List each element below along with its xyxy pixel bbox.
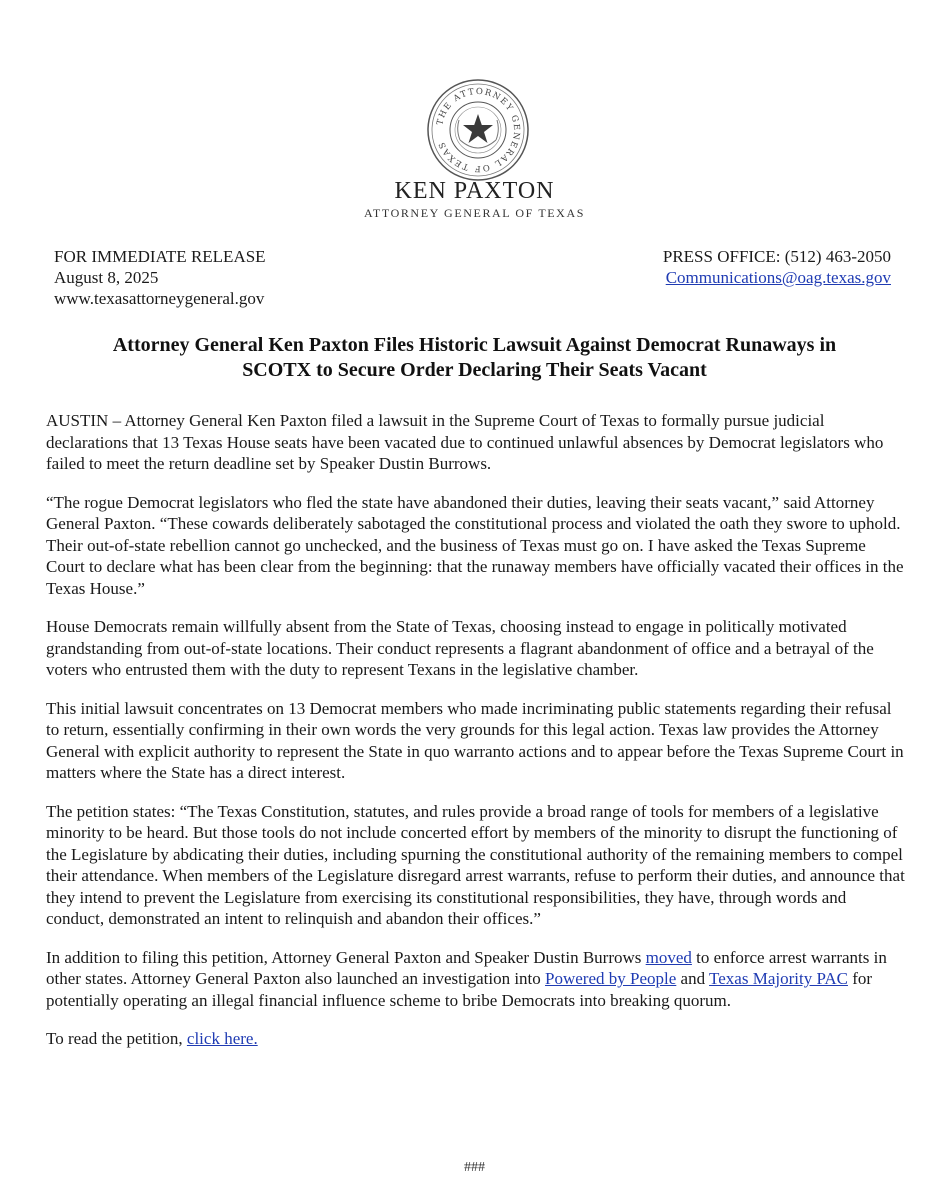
website-text: www.texasattorneygeneral.gov [54, 289, 265, 308]
headline-line-2: SCOTX to Secure Order Declaring Their Seats Vacant [242, 359, 707, 381]
headline-line-1: Attorney General Ken Paxton Files Historic Lawsuit Against Democrat Runaways in [112, 334, 837, 356]
moved-link[interactable]: moved [645, 947, 692, 967]
paragraph-6-text-1: In addition to filing this petition, Attorney General Paxton and Speaker Dustin Burrows [46, 947, 646, 967]
paragraph-6-text-3: and [676, 969, 710, 988]
paragraph-1: AUSTIN – Attorney General Ken Paxton filed a lawsuit in the Supreme Court of Texas to formally pursue judicial declarations that 13 Texas House seats have been vacated due to continued unlawful absences by Democrat legislators who failed to meet the return deadline set by Speaker Dustin Burrows. [46, 411, 884, 473]
petition-click-here-link[interactable]: click here. [186, 1029, 258, 1048]
attorney-general-seal-icon [426, 78, 530, 182]
paragraph-5: The petition states: “The Texas Constitution, statutes, and rules provide a broad range of tools for members of a legislative minority to be heard. But those tools do not include concerted effort by members of the minority to disrupt the functioning of the Legislature by abdicating their duties, including spurning the constitutional authority of the remaining members to compel their attendance. When members of the Legislature disregard arrest warrants, refuse to perform their duties, and announce that they intend to prevent the Legislature from exercising its constitutional responsibilities, they have, through words and conduct, demonstrated an intent to relinquish and abandon their offices.” [46, 801, 905, 928]
paragraph-6-text-2: to enforce arrest warrants in other states. Attorney General Paxton also launched an investigation into [46, 947, 887, 988]
press-release-headline [40, 333, 909, 383]
press-office-phone: PRESS OFFICE: (512) 463-2050 [662, 247, 891, 266]
texas-majority-pac-link[interactable]: Texas Majority PAC [709, 969, 848, 988]
release-info [54, 246, 266, 309]
powered-by-people-link[interactable]: Powered by People [545, 969, 677, 988]
paragraph-6-text-4: for potentially operating an illegal financial influence scheme to bribe Democrats into breaking quorum. [46, 969, 873, 1010]
paragraph-6 [46, 947, 906, 1012]
release-label: FOR IMMEDIATE RELEASE [54, 247, 266, 266]
attorney-general-name: KEN PAXTON [394, 178, 555, 204]
press-release-body [46, 410, 906, 1067]
release-date: August 8, 2025 [54, 268, 159, 287]
paragraph-7 [46, 1028, 906, 1050]
paragraph-3: House Democrats remain willfully absent from the State of Texas, choosing instead to engage in politically motivated grandstanding from out-of-state locations. Their conduct represents a flagrant abandonment of office and a betrayal of the voters who entrusted them with the duty to represent Texans in the legislative chamber. [46, 617, 874, 679]
paragraph-4: This initial lawsuit concentrates on 13 Democrat members who made incriminating public statements regarding their refusal to return, essentially confirming in their own words the very grounds for this legal action. Texas law provides the Attorney General with explicit authority to represent the State in quo warranto actions and to appear before the Texas Supreme Court in matters where the State has a direct interest. [46, 698, 904, 782]
svg-text:THE ATTORNEY GENERAL OF TEXAS: THE ATTORNEY GENERAL OF TEXAS [435, 86, 522, 174]
press-office-info [663, 246, 891, 288]
paragraph-7-text: To read the petition, [46, 1029, 187, 1048]
end-mark: ### [464, 1160, 485, 1175]
paragraph-2: “The rogue Democrat legislators who fled the state have abandoned their duties, leaving their seats vacant,” said Attorney General Paxton. “These cowards deliberately sabotaged the constitutional process and violated the oath they swore to uphold. Their out-of-state rebellion cannot go unchecked, and the business of Texas must go on. I have asked the Texas Supreme Court to declare what has been clear from the beginning: that the runaway members have officially vacated their offices in the Texas House.” [46, 492, 904, 598]
attorney-general-title: ATTORNEY GENERAL OF TEXAS [363, 206, 585, 220]
press-office-email-link[interactable]: Communications@oag.texas.gov [665, 268, 891, 287]
